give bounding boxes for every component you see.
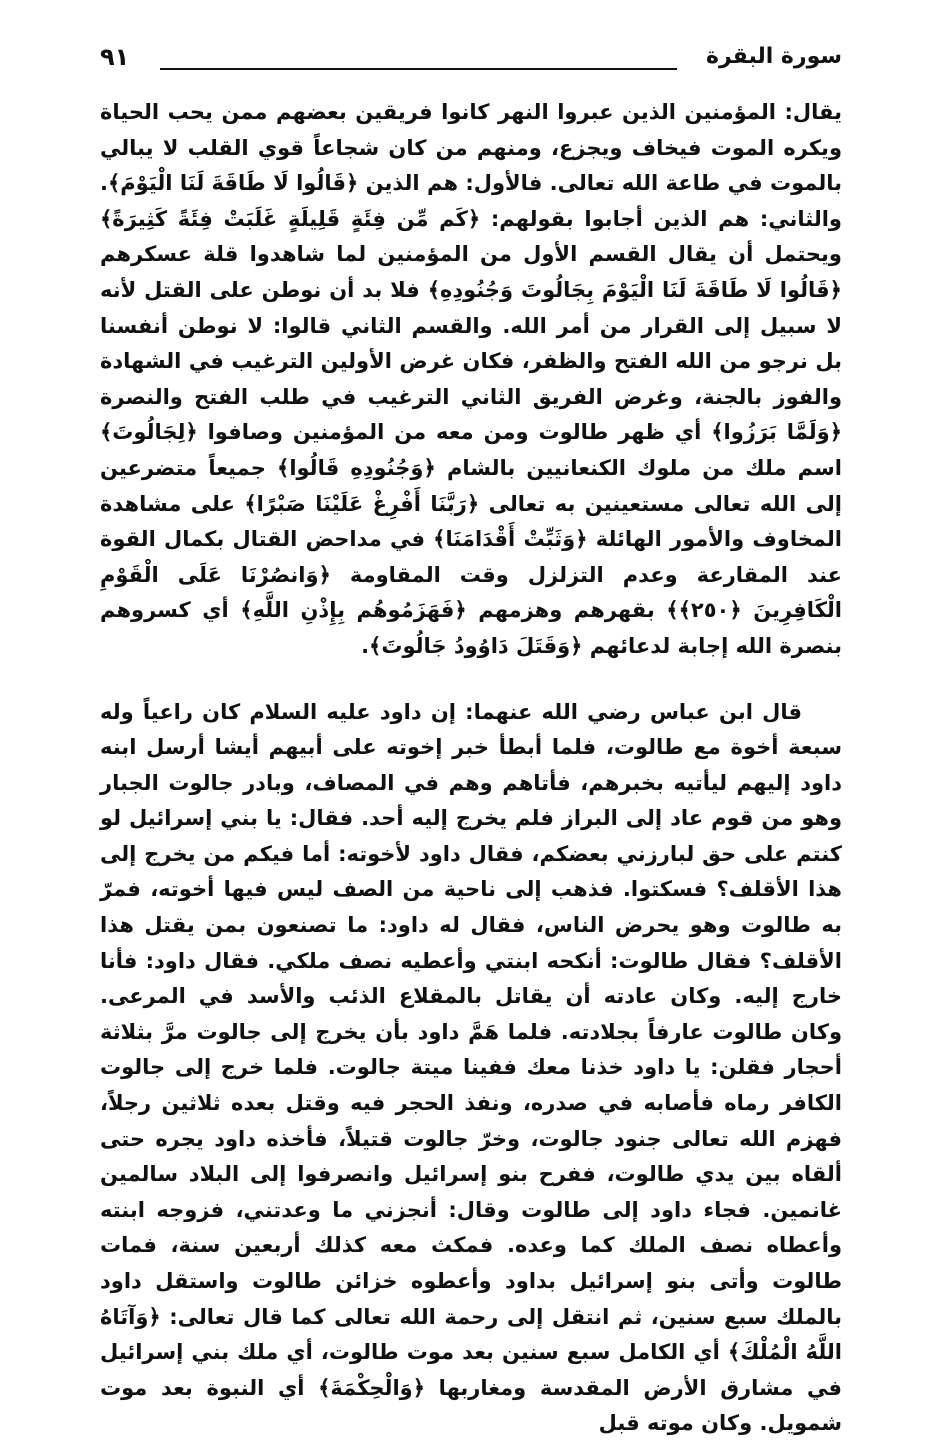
page-number: ٩١: [100, 43, 130, 71]
paragraph-narration: قال ابن عباس رضي الله عنهما: إن داود عليه السلام كان راعياً وله سبعة أخوة مع طالوت، فلما أبطأ خبر إخوته على أبيهم أيشا أرسل ابنه داود إليهم ليأتيه بخبرهم، فأتاهم وهم في المصاف، وبادر جالوت الجبار وهو من قوم عاد إلى البراز فلم يخرج إليه أحد. فقال: يا بني إسرائيل لو كنتم على حق لبارزني بعضكم، فقال داود لأخوته: أما فيكم من يخرج إلى هذا الأقلف؟ فسكتوا. فذهب إلى ناحية من الصف ليس فيها أخوته، فمرّ به طالوت وهو يحرض الناس، فقال له داود: ما تصنعون بمن يقتل هذا الأقلف؟ فقال طالوت: أنكحه ابنتي وأعطيه نصف ملكي. فقال داود: فأنا خارج إليه. وكان عادته أن يقاتل بالمقلاع الذئب والأسد في المرعى. وكان طالوت عارفاً بجلادته. فلما هَمَّ داود بأن يخرج إلى جالوت مرَّ بثلاثة أحجار فقلن: يا داود خذنا معك ففينا ميتة جالوت. فلما خرج إلى جالوت الكافر رماه فأصابه في صدره، ونفذ الحجر فيه وقتل بعده ثلاثين رجلاً، فهزم الله تعالى جنود جالوت، وخرّ جالوت قتيلاً، فأخذه داود يجره حتى ألقاه بين يدي طالوت، ففرح بنو إسرائيل وانصرفوا إلى البلاد سالمين غانمين. فجاء داود إلى طالوت وقال: أنجزني ما وعدتني، فزوجه ابنته وأعطاه نصف الملك كما وعده. فمكث معه كذلك أربعين سنة، فمات طالوت وأتى بنو إسرائيل بداود وأعطوه خزائن طالوت واستقل داود بالملك سبع سنين، ثم انتقل إلى رحمة الله تعالى كما قال تعالى: ﴿وَآتَاهُ اللَّهُ الْمُلْكَ﴾ أي الكامل سبع سنين بعد موت طالوت، أي ملك بني إسرائيل في مشارق الأرض المقدسة ومغاربها ﴿وَالْحِكْمَةَ﴾ أي النبوة بعد موت شمويل. وكان موته قبل: [100, 699, 842, 1436]
surah-title: سورة البقرة: [705, 44, 842, 69]
paragraph-commentary: يقال: المؤمنين الذين عبروا النهر كانوا فريقين بعضهم ممن يحب الحياة ويكره الموت فيخاف ويجزع، ومنهم من كان شجاعاً قوي القلب لا يبالي بالموت في طاعة الله تعالى. فالأول: هم الذين ﴿قَالُوا لَا طَاقَةَ لَنَا الْيَوْمَ﴾. والثاني: هم الذين أجابوا بقولهم: ﴿كَم مِّن فِئَةٍ قَلِيلَةٍ غَلَبَتْ فِئَةً كَثِيرَةً﴾ ويحتمل أن يقال القسم الأول من المؤمنين لما شاهدوا قلة عسكرهم ﴿قَالُوا لَا طَاقَةَ لَنَا الْيَوْمَ بِجَالُوتَ وَجُنُودِهِ﴾ فلا بد أن نوطن على القتل لأنه لا سبيل إلى القرار من أمر الله. والقسم الثاني قالوا: لا نوطن أنفسنا بل نرجو من الله الفتح والظفر، فكان غرض الأولين الترغيب في الشهادة والفوز بالجنة، وغرض الفريق الثاني الترغيب في طلب الفتح والنصرة ﴿وَلَمَّا بَرَزُوا﴾ أي ظهر طالوت ومن معه من المؤمنين وصافوا ﴿لِجَالُوتَ﴾ اسم ملك من ملوك الكنعانيين بالشام ﴿وَجُنُودِهِ قَالُوا﴾ جميعاً متضرعين إلى الله تعالى مستعينين به تعالى ﴿رَبَّنَا أَفْرِغْ عَلَيْنَا صَبْرًا﴾ على مشاهدة المخاوف والأمور الهائلة ﴿وَثَبِّتْ أَقْدَامَنَا﴾ في مداحض القتال بكمال القوة عند المقارعة وعدم التزلزل وقت المقاومة ﴿وَانصُرْنَا عَلَى الْقَوْمِ الْكَافِرِينَ ﴿٢٥٠﴾﴾ بقهرهم وهزمهم ﴿فَهَزَمُوهُم بِإِذْنِ اللَّهِ﴾ أي كسروهم بنصرة الله إجابة لدعائهم ﴿وَقَتَلَ دَاوُودُ جَالُوتَ﴾.: [100, 100, 842, 658]
page-header: [100, 40, 842, 80]
page-body: [100, 95, 842, 1442]
header-rule: [160, 68, 677, 70]
